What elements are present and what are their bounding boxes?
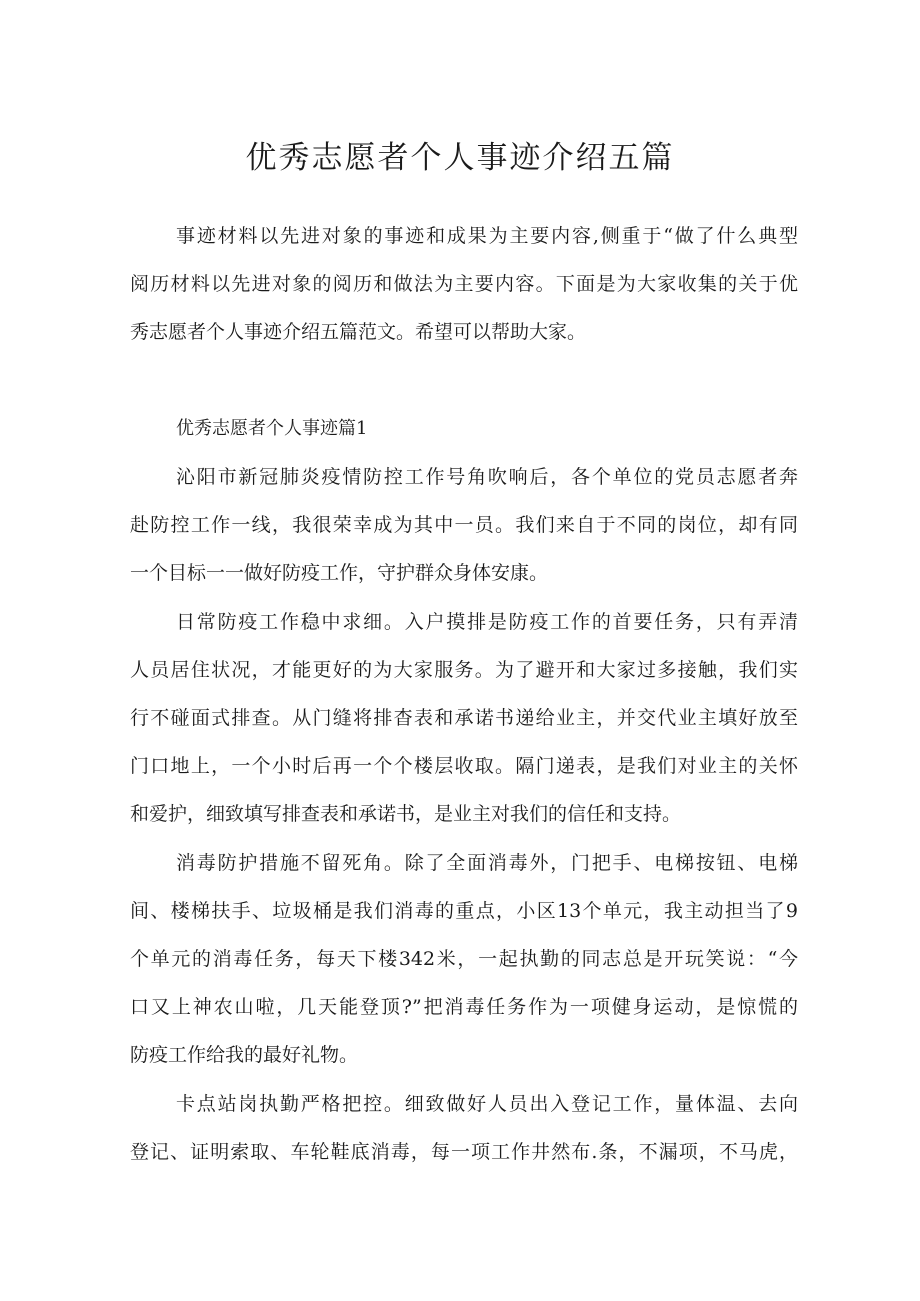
paragraph-line: 沁阳市新冠肺炎疫情防控工作号角吹响后，各个单位的党员志愿者奔: [176, 466, 798, 488]
intro-line: 阅历材料以先进对象的阅历和做法为主要内容。下面是为大家收集的关于优: [130, 273, 798, 295]
intro-line: 秀志愿者个人事迹介绍五篇范文。希望可以帮助大家。: [130, 321, 587, 343]
paragraph-line: 行不碰面式排查。从门缝将排杳表和承诺书递给业主，并交代业主填好放至: [130, 707, 798, 729]
paragraph-line: 间、楼梯扶手、垃圾桶是我们消毒的重点，小区13个单元，我主动担当了9: [130, 900, 798, 922]
paragraph-line: 登记、证明索取、车轮鞋底消毒，每一项工作井然布.条，不漏项，不马虎，: [130, 1141, 798, 1163]
paragraph-line: 消毒防护措施不留死角。除了全面消毒外，门把手、电梯按钮、电梯: [176, 852, 798, 874]
paragraph-line: 赴防控工作一线，我很荣幸成为其中一员。我们来自于不同的岗位，却有同: [130, 514, 798, 536]
body-paragraph: [130, 453, 798, 597]
paragraph-line: 防疫工作给我的最好礼物。: [130, 1044, 359, 1066]
section-heading: 优秀志愿者个人事迹篇1: [176, 418, 368, 439]
paragraph-line: 口又上神农山啦，几天能登顶?”把消毒任务作为一项健身运动，是惊慌的: [130, 996, 798, 1018]
body-paragraph: [130, 598, 798, 838]
document-title: 优秀志愿者个人事迹介绍五篇: [245, 140, 675, 176]
body-paragraph: [130, 1080, 798, 1176]
intro-paragraph: [130, 212, 798, 356]
paragraph-line: 个单元的消毒任务，每天下楼342米，一起执勤的同志总是开玩笑说：“今: [130, 948, 798, 970]
body-paragraph: [130, 839, 798, 1079]
paragraph-line: 卡点站岗执勤严格把控。细致做好人员出入登记工作，量体温、去向: [176, 1093, 798, 1115]
intro-line: 事迹材料以先进对象的事迹和成果为主要内容,侧重于“做了什么典型: [176, 225, 798, 247]
paragraph-line: 一个目标一一做好防疫工作，守护群众身体安康。: [130, 562, 549, 584]
paragraph-line: 日常防疫工作稳中求细。入户摸排是防疫工作的首要任务，只有弄清: [176, 611, 798, 633]
paragraph-line: 和爱护，细致填写排查表和承诺书，是业主对我们的信任和支持。: [130, 803, 682, 825]
paragraph-line: 人员居住状况，才能更好的为大家服务。为了避开和大家过多接触，我们实: [130, 659, 798, 681]
paragraph-line: 门口地上，一个小时后再一个个楼层收取。隔门递表，是我们对业主的关怀: [130, 755, 798, 777]
